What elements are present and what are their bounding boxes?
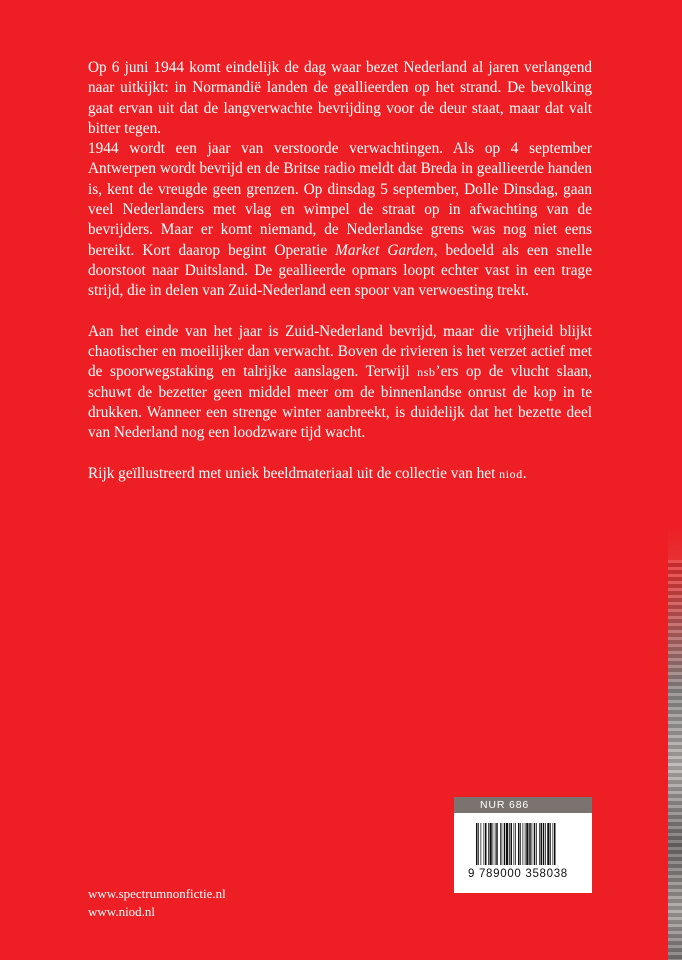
blurb-paragraph-2 xyxy=(88,139,592,301)
barcode-bar xyxy=(502,823,503,865)
isbn-number: 9 789000 358038 xyxy=(468,868,568,880)
blurb-paragraph-3 xyxy=(88,322,592,444)
barcode-bar xyxy=(547,823,549,865)
isbn-barcode xyxy=(454,813,592,893)
blurb-p4-text-b: . xyxy=(522,464,527,482)
barcode-bar xyxy=(504,823,506,865)
barcode-bar xyxy=(526,823,528,865)
nur-code-label: NUR 686 xyxy=(454,797,592,813)
link-niod[interactable]: www.niod.nl xyxy=(88,904,156,919)
barcode-bar xyxy=(539,823,540,865)
barcode-bar xyxy=(485,823,487,865)
back-cover-blurb xyxy=(88,58,592,484)
barcode-bar xyxy=(543,823,545,865)
barcode-bar xyxy=(532,823,533,865)
blurb-p3-text-b: ’ers op de vlucht slaan, schuwt de bezetter geen middel meer om de binnenlandse onrust de kop in te drukken. Wanneer een strenge winter aanbreekt, is duidelijk dat het bezette deel van Nederland nog een loodzware tijd wacht. xyxy=(88,363,592,442)
barcode-bar xyxy=(476,823,478,865)
blurb-p3-smallcaps: nsb xyxy=(417,365,436,380)
barcode-bars xyxy=(476,823,574,865)
right-edge-photo-strip xyxy=(668,0,682,960)
blurb-p4-smallcaps: niod xyxy=(499,466,523,481)
barcode-bar xyxy=(553,823,554,865)
barcode-bar xyxy=(514,823,515,865)
barcode-bar xyxy=(493,823,494,865)
barcode-bar xyxy=(500,823,501,865)
link-spectrum[interactable]: www.spectrumnonfictie.nl xyxy=(88,886,226,901)
blurb-p2-text-a: 1944 wordt een jaar van verstoorde verwachtingen. Als op 4 september Antwerpen wordt bevrijd en de Britse radio meldt dat Breda in geallieerde handen is, kent de vreugde geen grenzen. Op dinsdag 5 september, Dolle Dinsdag, gaan veel Nederlanders met vlag en wimpel de straat op in afwachting van de bevrijders. Maar er komt niemand, de Nederlandse grens was nog niet eens bereikt. Kort daarop begint Operatie xyxy=(88,140,592,259)
blurb-p3-text-a: Aan het einde van het jaar is Zuid-Nederland bevrijd, maar die vrijheid blijkt chaotischer en moeilijker dan verwacht. Boven de rivieren is het verzet actief met de spoorwegstaking en talrijke aanslagen. Terwijl xyxy=(88,322,592,381)
blurb-p4-text-a: Rijk geïllustreerd met uniek beeldmateriaal uit de collectie van het xyxy=(88,464,500,482)
barcode-bar xyxy=(525,823,526,865)
blurb-p2-text-b: , bedoeld als een snelle doorstoot naar Duitsland. De geallieerde opmars loopt echter vast in een trage strijd, die in delen van Zuid-Nederland een spoor van verwoesting trekt. xyxy=(88,241,592,300)
barcode-bar xyxy=(523,823,524,865)
barcode-bar xyxy=(541,823,543,865)
barcode-bar xyxy=(520,823,521,865)
barcode-bar xyxy=(518,823,520,865)
barcode-bar xyxy=(481,823,482,865)
barcode-bar xyxy=(529,823,531,865)
barcode-bar xyxy=(496,823,498,865)
barcode-bar xyxy=(550,823,551,865)
blurb-paragraph-1: Op 6 juni 1944 komt eindelijk de dag waar bezet Nederland al jaren verlangend naar uitkijkt: in Normandië landen de geallieerden op het strand. De bevolking gaat ervan uit dat de langverwachte bevrijding voor de deur staat, maar dat valt bitter tegen. xyxy=(88,59,592,137)
barcode-bar xyxy=(484,823,485,865)
barcode-bar xyxy=(511,823,513,865)
barcode-bar xyxy=(536,823,537,865)
barcode-bar xyxy=(478,823,479,865)
barcode-bar xyxy=(490,823,492,865)
blurb-paragraph-4 xyxy=(88,464,592,484)
barcode-bar xyxy=(545,823,546,865)
barcode-bar xyxy=(534,823,536,865)
barcode-bar xyxy=(488,823,489,865)
barcode-bar xyxy=(554,823,556,865)
barcode-bar xyxy=(509,823,510,865)
blurb-p2-italic: Market Garden xyxy=(335,241,434,259)
barcode-bar xyxy=(495,823,496,865)
barcode-bar xyxy=(506,823,508,865)
publisher-links xyxy=(88,885,226,921)
barcode-bar xyxy=(515,823,516,865)
